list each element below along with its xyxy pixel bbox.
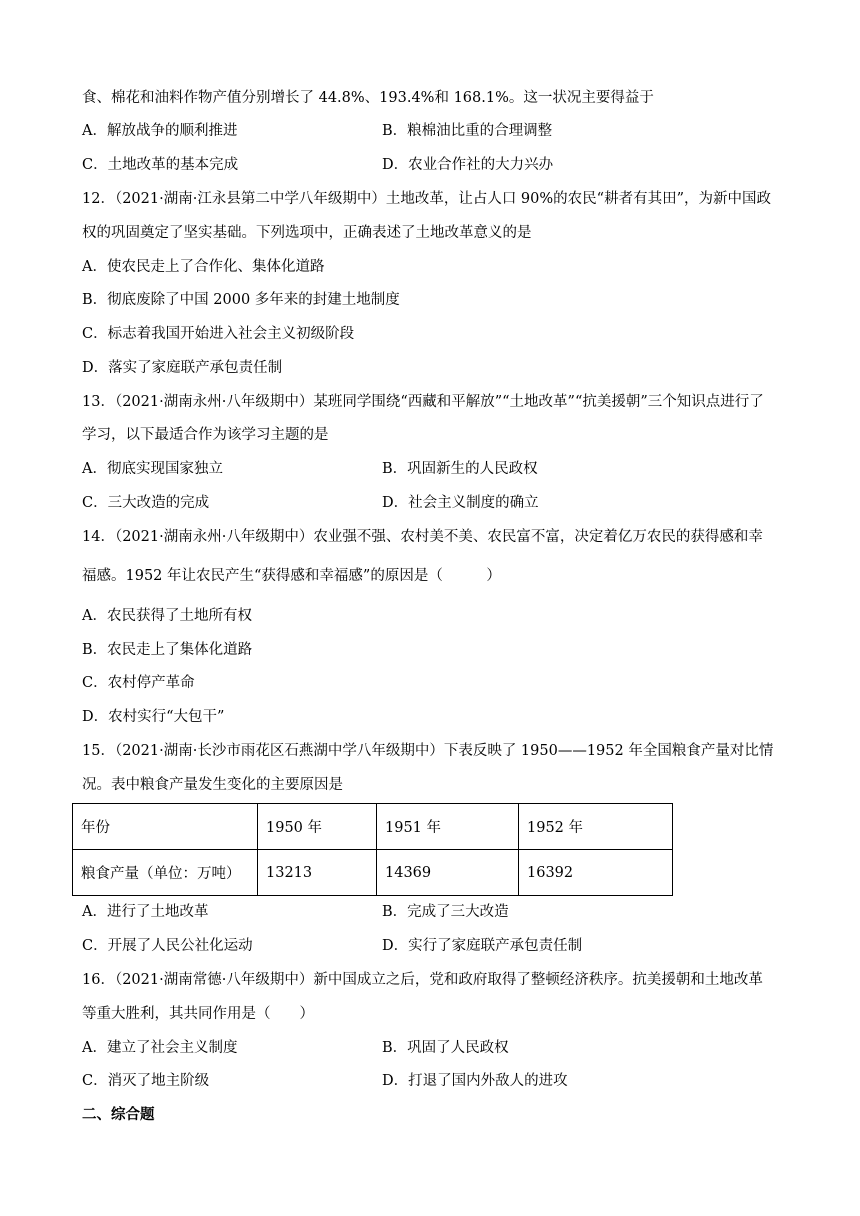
q14-option-d: D．农村实行“大包干” [82,709,225,725]
q11-option-c: C．土地改革的基本完成 [82,157,239,173]
q11-option-a: A．解放战争的顺利推进 [82,123,238,139]
q12-option-c: C．标志着我国开始进入社会主义初级阶段 [82,326,355,342]
table-row [73,804,673,850]
q16-stem-line2: 等重大胜利，其共同作用是（ ） [82,1006,314,1022]
q13-option-c: C．三大改造的完成 [82,495,210,511]
q12-option-b: B．彻底废除了中国 2000 多年来的封建土地制度 [82,292,400,308]
q14-stem-line2: 福感。1952 年让农民产生“获得感和幸福感”的原因是（ ） [82,568,501,584]
q13-option-a: A．彻底实现国家独立 [82,461,223,477]
q16-option-a: A．建立了社会主义制度 [82,1040,238,1056]
q11-option-d: D．农业合作社的大力兴办 [382,157,554,173]
table-cell: 13213 [258,850,377,896]
table-row [73,850,673,896]
q12-stem-line1: 12．（2021·湖南·江永县第二中学八年级期中）土地改革，让占人口 90%的农民“耕者有其田”，为新中国政 [82,191,771,207]
q15-option-a: A．进行了土地改革 [82,904,209,920]
q12-option-d: D．落实了家庭联产承包责任制 [82,360,283,376]
table-cell: 16392 [519,850,673,896]
table-cell: 14369 [377,850,519,896]
q11-stem-tail: 食、棉花和油料作物产值分别增长了 44.8%、193.4%和 168.1%。这一状况主要得益于 [82,90,654,106]
q13-option-d: D．社会主义制度的确立 [382,495,539,511]
q15-option-d: D．实行了家庭联产承包责任制 [382,938,583,954]
q14-stem-line1: 14．（2021·湖南永州·八年级期中）农业强不强、农村美不美、农民富不富，决定着亿万农民的获得感和幸 [82,529,763,545]
table-cell: 1952 年 [519,804,673,850]
q14-option-c: C．农村停产革命 [82,675,195,691]
q15-option-c: C．开展了人民公社化运动 [82,938,253,954]
q16-option-d: D．打退了国内外敌人的进攻 [382,1073,568,1089]
q14-option-a: A．农民获得了土地所有权 [82,608,252,624]
q14-option-b: B．农民走上了集体化道路 [82,642,253,658]
table-cell: 1951 年 [377,804,519,850]
q16-option-c: C．消灭了地主阶级 [82,1073,210,1089]
q13-stem-line1: 13．（2021·湖南永州·八年级期中）某班同学围绕“西藏和平解放”“土地改革”“抗美援朝”三个知识点进行了 [82,394,764,410]
grain-output-table [72,803,673,896]
q16-stem-line1: 16．（2021·湖南常德·八年级期中）新中国成立之后，党和政府取得了整顿经济秩序。抗美援朝和土地改革 [82,972,763,988]
section-heading-comprehensive: 二、综合题 [82,1107,155,1123]
q13-stem-line2: 学习，以下最适合作为该学习主题的是 [82,427,329,443]
q15-stem-line1: 15．（2021·湖南·长沙市雨花区石燕湖中学八年级期中）下表反映了 1950——1952 年全国粮食产量对比情 [82,743,774,759]
q16-option-b: B．巩固了人民政权 [382,1040,509,1056]
table-cell: 粮食产量（单位：万吨） [73,850,258,896]
table-cell: 年份 [73,804,258,850]
q12-stem-line2: 权的巩固奠定了坚实基础。下列选项中，正确表述了土地改革意义的是 [82,225,532,241]
q11-option-b: B．粮棉油比重的合理调整 [382,123,553,139]
q13-option-b: B．巩固新生的人民政权 [382,461,538,477]
table-cell: 1950 年 [258,804,377,850]
q15-stem-line2: 况。表中粮食产量发生变化的主要原因是 [82,777,343,793]
q15-option-b: B．完成了三大改造 [382,904,509,920]
q12-option-a: A．使农民走上了合作化、集体化道路 [82,259,325,275]
